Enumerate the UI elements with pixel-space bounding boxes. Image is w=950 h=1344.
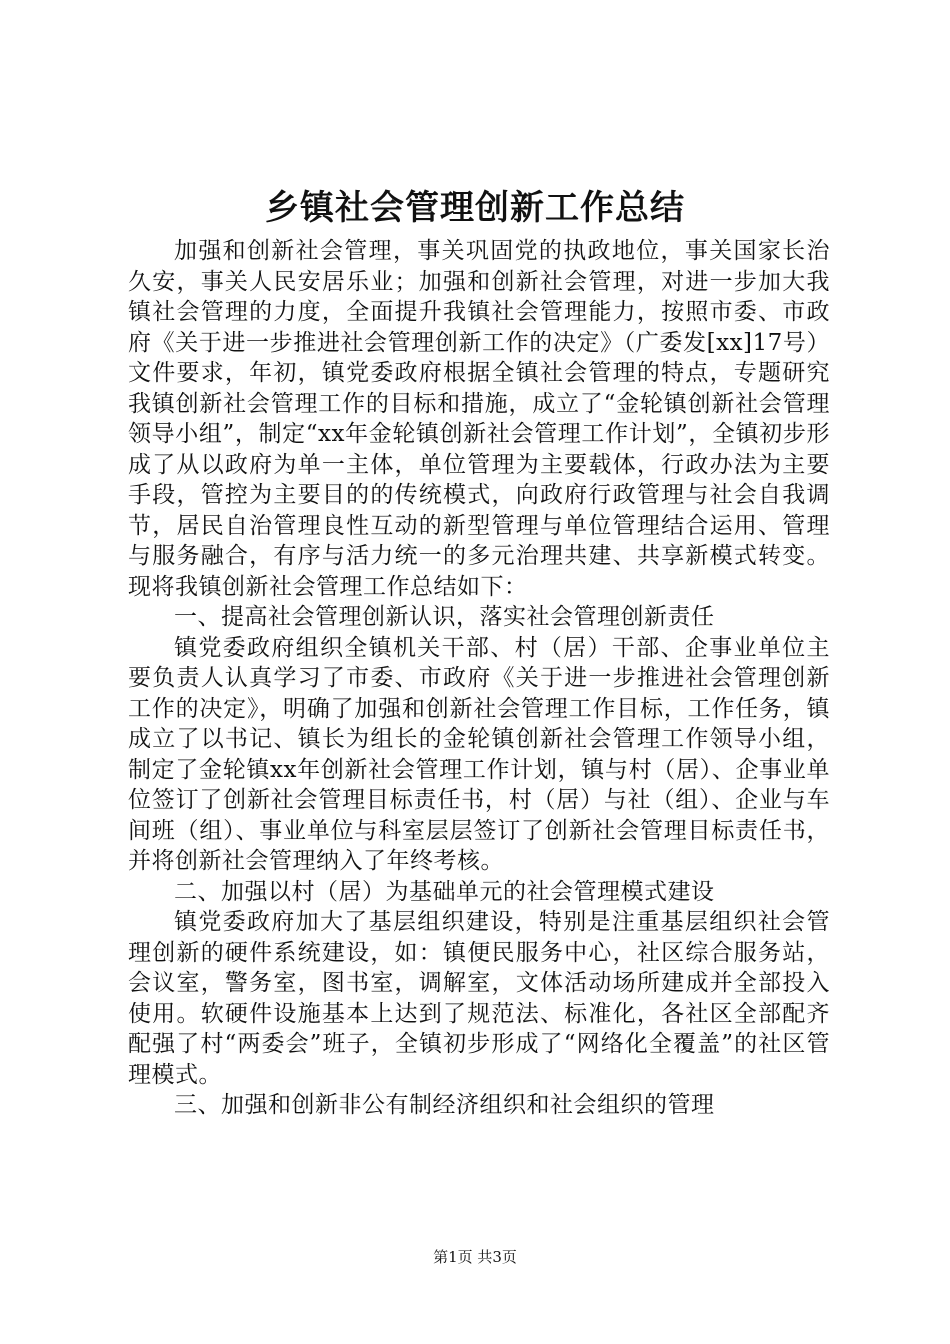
section-1-paragraph: 镇党委政府组织全镇机关干部、村（居）干部、企事业单位主要负责人认真学习了市委、市政府《关于进一步推进社会管理创新工作的决定》，明确了加强和创新社会管理工作目标，工作任务，镇成立了以书记、镇长为组长的金轮镇创新社会管理工作领导小组，制定了金轮镇xx年创新社会管理工作计划，镇与村（居）、企事业单位签订了创新社会管理目标责任书，村（居）与社（组）、企业与车间班（组）、事业单位与科室层层签订了创新社会管理目标责任书，并将创新社会管理纳入了年终考核。 (128, 634, 830, 874)
intro-paragraph: 加强和创新社会管理，事关巩固党的执政地位，事关国家长治久安，事关人民安居乐业；加强和创新社会管理，对进一步加大我镇社会管理的力度，全面提升我镇社会管理能力，按照市委、市政府《关于进一步推进社会管理创新工作的决定》（广委发[xx]17号）文件要求，年初，镇党委政府根据全镇社会管理的特点，专题研究我镇创新社会管理工作的目标和措施，成立了“金轮镇创新社会管理领导小组”，制定“xx年金轮镇创新社会管理工作计划”，全镇初步形成了从以政府为单一主体，单位管理为主要载体，行政办法为主要手段，管控为主要目的的传统模式，向政府行政管理与社会自我调节，居民自治管理良性互动的新型管理与单位管理结合运用、管理与服务融合，有序与活力统一的多元治理共建、共享新模式转变。现将我镇创新社会管理工作总结如下： (128, 238, 830, 600)
section-heading-2: 二、加强以村（居）为基础单元的社会管理模式建设 (174, 878, 715, 905)
section-heading-1: 一、提高社会管理创新认识，落实社会管理创新责任 (174, 604, 715, 630)
document-title: 乡镇社会管理创新工作总结 (265, 188, 685, 228)
document-body (128, 236, 830, 1121)
page-footer: 第1页 共3页 (433, 1248, 517, 1266)
section-heading-3: 三、加强和创新非公有制经济组织和社会组织的管理 (174, 1092, 715, 1118)
section-2-paragraph: 镇党委政府加大了基层组织建设，特别是注重基层组织社会管理创新的硬件系统建设，如：镇便民服务中心，社区综合服务站，会议室，警务室，图书室，调解室，文体活动场所建成并全部投入使用。软硬件设施基本上达到了规范法、标准化，各社区全部配齐配强了村“两委会”班子，全镇初步形成了“网络化全覆盖”的社区管理模式。 (128, 909, 830, 1088)
